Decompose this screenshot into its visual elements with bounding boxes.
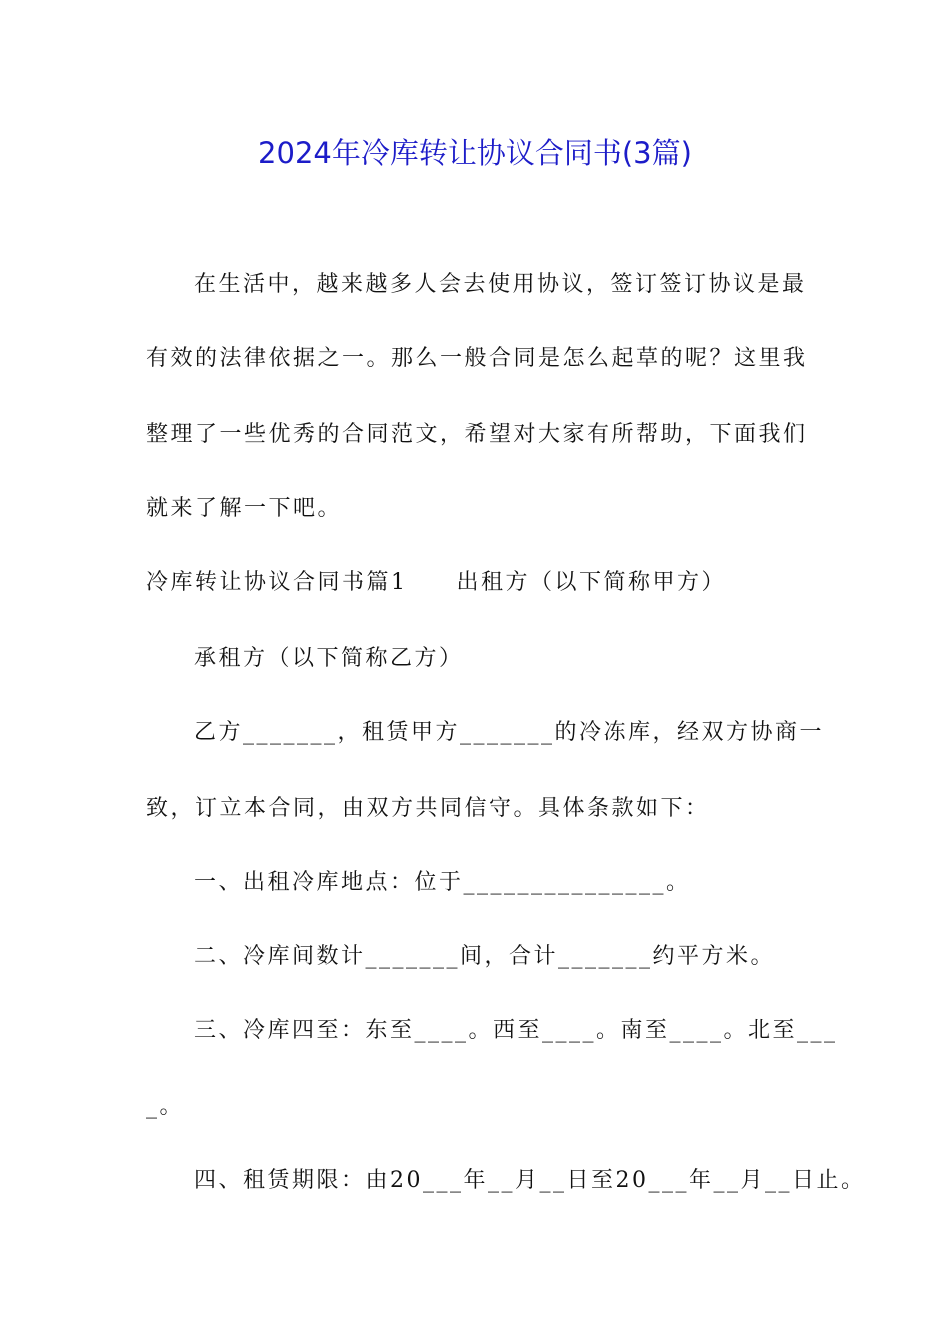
clause-line: _。 [146,1094,185,1119]
clause-line: 三、冷库四至：东至____。西至____。南至____。北至___ [194,1018,838,1043]
paragraph-line: 承租方（以下简称乙方） [194,646,464,671]
paragraph-line: 乙方_______，租赁甲方_______的冷冻库，经双方协商一 [194,720,825,745]
paragraph-line: 整理了一些优秀的合同范文，希望对大家有所帮助，下面我们 [146,422,808,447]
paragraph-line: 致，订立本合同，由双方共同信守。具体条款如下： [146,796,710,821]
paragraph-line: 在生活中，越来越多人会去使用协议，签订签订协议是最 [194,272,807,297]
paragraph-line: 有效的法律依据之一。那么一般合同是怎么起草的呢？这里我 [146,346,808,371]
clause-line: 一、出租冷库地点：位于_______________。 [194,870,691,895]
paragraph-line: 就来了解一下吧。 [146,496,343,521]
clause-line: 二、冷库间数计_______间，合计_______约平方米。 [194,944,776,969]
clause-line: 四、租赁期限：由20___年__月__日至20___年__月__日止。 [194,1168,866,1193]
section-heading-line: 冷库转让协议合同书篇1 出租方（以下简称甲方） [146,570,726,595]
document-title: 2024年冷库转让协议合同书(3篇) [258,136,692,170]
